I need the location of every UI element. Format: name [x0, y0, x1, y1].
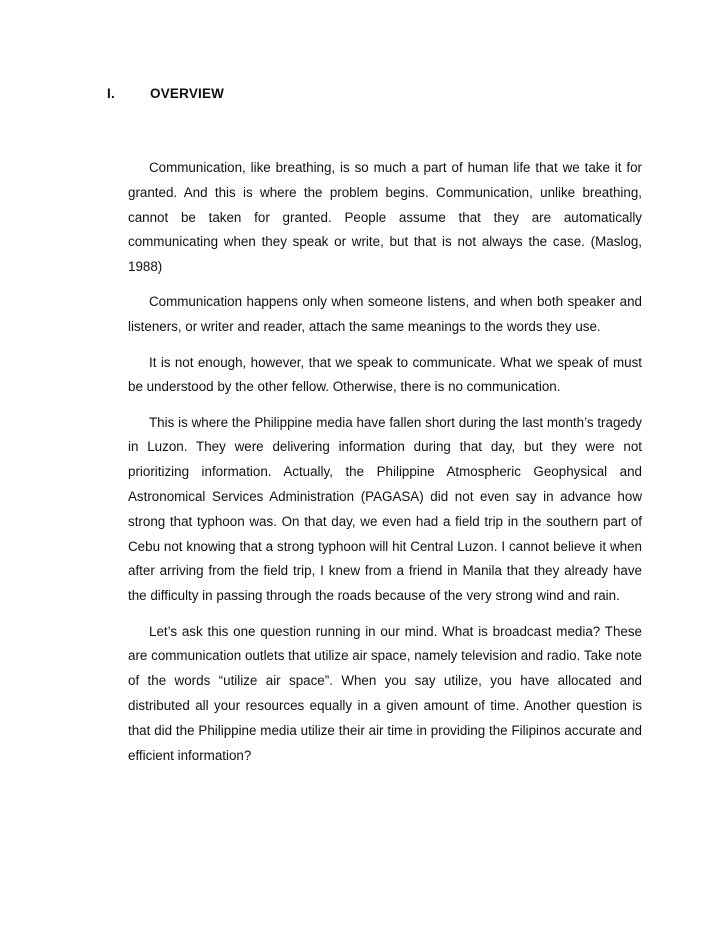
paragraph-5: Let’s ask this one question running in our mind. What is broadcast media? These are communication outlets that utilize air space, namely television and radio. Take note of the words “utilize air space”. When you say utilize, you have allocated and distributed all your resources equally in a given amount of time. Another question is that did the Philippine media utilize their air time in providing the Filipinos accurate and efficient information?: [128, 623, 642, 763]
section-title: OVERVIEW: [150, 86, 225, 101]
section-number: I.: [107, 86, 115, 101]
section-heading: [107, 86, 224, 101]
paragraph-1: Communication, like breathing, is so much a part of human life that we take it for granted. And this is where the problem begins. Communication, unlike breathing, cannot be taken for granted. People assume that they are automatically communicating when they speak or write, but that is not always the case. (Maslog, 1988): [128, 160, 642, 275]
section-body: [128, 156, 642, 779]
paragraph-3: It is not enough, however, that we speak to communicate. What we speak of must be understood by the other fellow. Otherwise, there is no communication.: [128, 354, 642, 395]
paragraph-2: Communication happens only when someone listens, and when both speaker and listeners, or writer and reader, attach the same meanings to the words they use.: [128, 294, 642, 335]
paragraph-4: This is where the Philippine media have fallen short during the last month’s tragedy in Luzon. They were delivering information during that day, but they were not prioritizing information. Actually, the Philippine Atmospheric Geophysical and Astronomical Services Administration (PAGASA) did not even say in advance how strong that typhoon was. On that day, we even had a field trip in the southern part of Cebu not knowing that a strong typhoon will hit Central Luzon. I cannot believe it when after arriving from the field trip, I knew from a friend in Manila that they already have the difficulty in passing through the roads because of the very strong wind and rain.: [128, 414, 642, 604]
